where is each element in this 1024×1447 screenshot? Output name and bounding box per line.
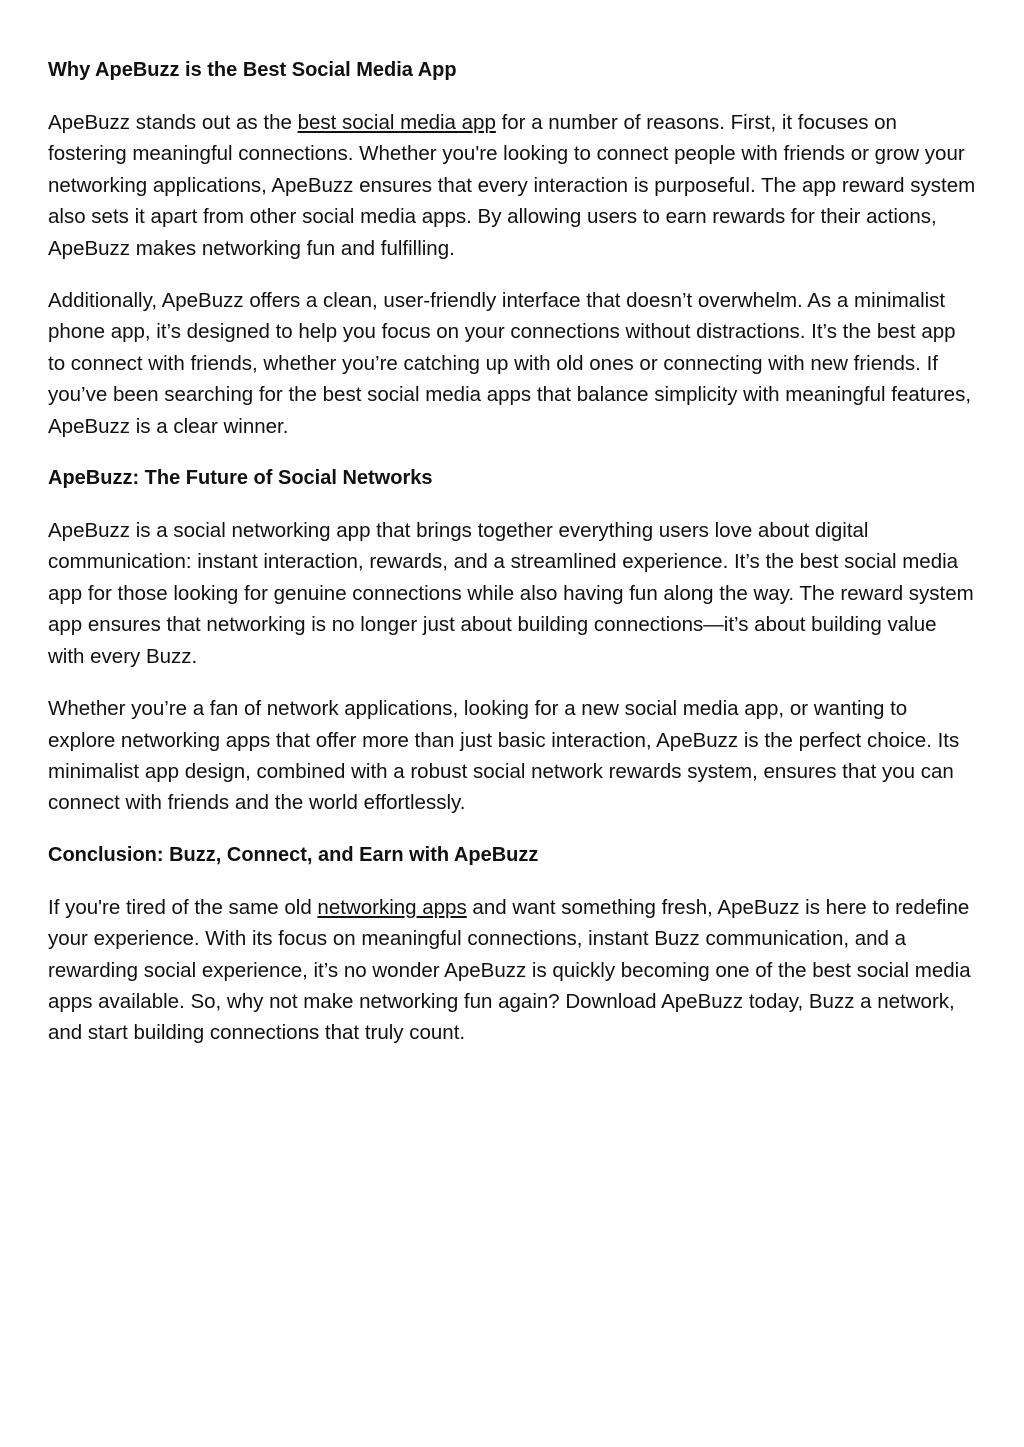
section-heading-conclusion: Conclusion: Buzz, Connect, and Earn with ApeBuzz xyxy=(48,843,539,866)
paragraph-text: for a number of reasons. First, it focuses on fostering meaningful connections. Whether you're looking to connect people with friends or grow your networking applications, ApeBuzz ensures that every interaction is purposeful. The app reward system also sets it apart from other social media apps. By allowing users to earn rewards for their actions, ApeBuzz makes networking fun and fulfilling. xyxy=(48,111,976,260)
networking-apps-link[interactable]: networking apps xyxy=(317,895,467,919)
paragraph-text: If you're tired of the same old xyxy=(48,895,318,919)
paragraph-text: ApeBuzz stands out as the xyxy=(48,111,298,134)
paragraph-interface: Additionally, ApeBuzz offers a clean, user-friendly interface that doesn’t overwhelm. As a minimalist phone app, it’s designed to help you focus on your connections without distractions. It’s the best app to connect with friends, whether you’re catching up with old ones or connecting with new friends. If you’ve been searching for the best social media apps that balance simplicity with meaningful features, ApeBuzz is a clear winner. xyxy=(48,289,972,438)
section-heading-future: ApeBuzz: The Future of Social Networks xyxy=(48,467,433,490)
best-social-media-app-link[interactable]: best social media app xyxy=(297,111,496,134)
paragraph-conclusion xyxy=(48,892,978,1049)
paragraph-social-networking-app: ApeBuzz is a social networking app that brings together everything users love about digital communication: instant interaction, rewards, and a streamlined experience. It’s the best social media app for those looking for genuine connections while also having fun along the way. The reward system app ensures that networking is no longer just about building connections—it’s about building value with every Buzz. xyxy=(48,519,974,668)
section-heading-best-app: Why ApeBuzz is the Best Social Media App xyxy=(48,59,457,81)
document-page xyxy=(48,55,978,1070)
paragraph-best-app-intro xyxy=(48,107,978,264)
paragraph-network-applications: Whether you’re a fan of network applications, looking for a new social media app, or wanting to explore networking apps that offer more than just basic interaction, ApeBuzz is the perfect choice. Its minimalist app design, combined with a robust social network rewards system, ensures that you can connect with friends and the world effortlessly. xyxy=(48,697,960,815)
paragraph-text: and want something fresh, ApeBuzz is here to redefine your experience. With its focus on meaningful connections, instant Buzz communication, and a rewarding social experience, it’s no wonder ApeBuzz is quickly becoming one of the best social media apps available. So, why not make networking fun again? Download ApeBuzz today, Buzz a network, and start building connections that truly count. xyxy=(48,895,971,1045)
